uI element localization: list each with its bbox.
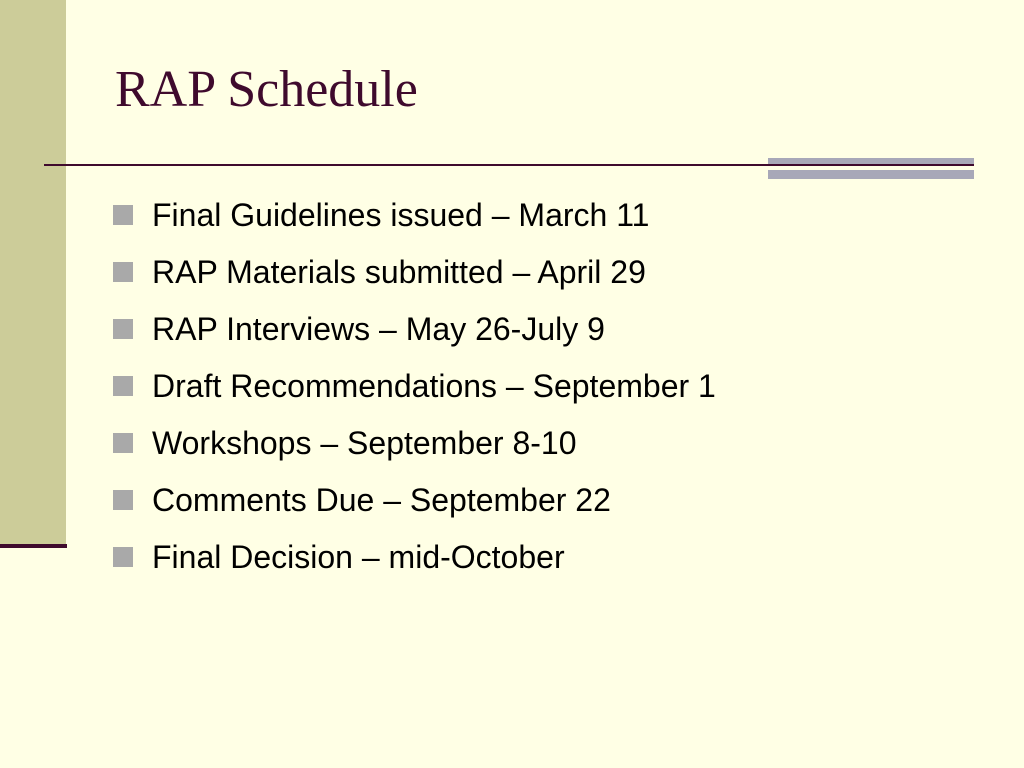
title-underline: [44, 164, 974, 166]
bullet-item: [113, 414, 716, 471]
bullet-text: RAP Interviews – May 26-July 9: [152, 310, 605, 347]
square-bullet-icon: [113, 376, 133, 396]
square-bullet-icon: [113, 547, 133, 567]
bullet-item: [113, 300, 716, 357]
bullet-text: Comments Due – September 22: [152, 481, 611, 518]
bullet-list: [113, 186, 716, 585]
accent-band-bottom: [768, 170, 974, 179]
left-sidebar-rule: [0, 544, 67, 548]
slide-title: RAP Schedule: [115, 61, 418, 118]
bullet-text: Final Guidelines issued – March 11: [152, 196, 650, 233]
bullet-text: Final Decision – mid-October: [152, 538, 565, 575]
bullet-item: [113, 243, 716, 300]
bullet-item: [113, 357, 716, 414]
square-bullet-icon: [113, 490, 133, 510]
square-bullet-icon: [113, 262, 133, 282]
square-bullet-icon: [113, 433, 133, 453]
bullet-item: [113, 471, 716, 528]
left-sidebar-bar: [0, 0, 66, 544]
bullet-text: RAP Materials submitted – April 29: [152, 253, 646, 290]
bullet-text: Workshops – September 8-10: [152, 424, 577, 461]
bullet-item: [113, 528, 716, 585]
bullet-item: [113, 186, 716, 243]
square-bullet-icon: [113, 319, 133, 339]
accent-band-top: [768, 158, 974, 164]
bullet-text: Draft Recommendations – September 1: [152, 367, 716, 404]
square-bullet-icon: [113, 205, 133, 225]
